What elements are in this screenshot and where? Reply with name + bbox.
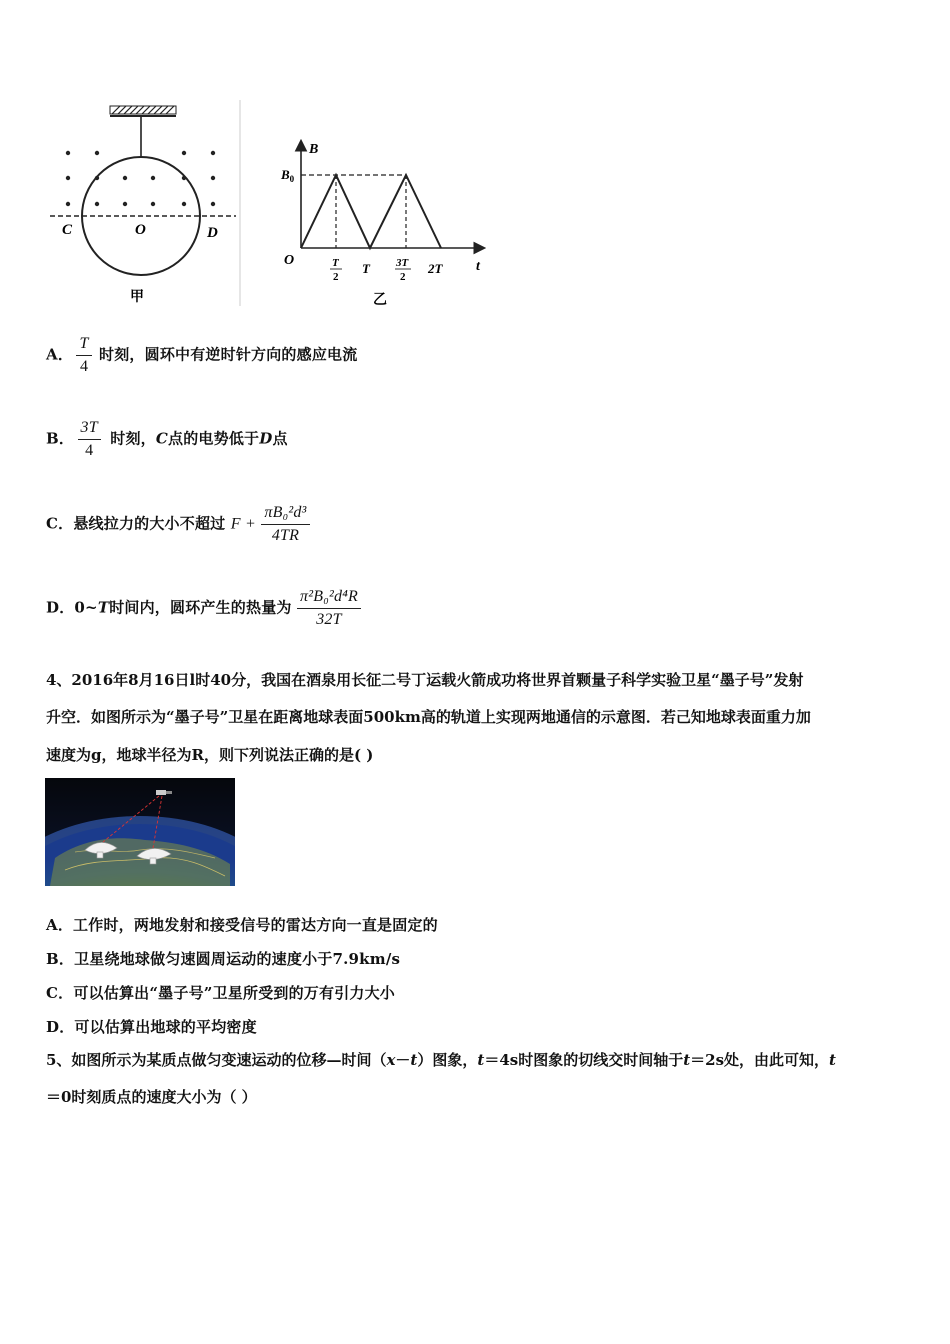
q3-option-a: A． $\frac{T}{4}$ 时刻，圆环中有逆时针方向的感应电流	[46, 333, 357, 378]
axis-label-t: t	[476, 259, 480, 274]
frac-3t-over-4: $\frac{3T}{4}$	[78, 417, 101, 462]
ceiling-support	[110, 106, 176, 116]
origin-label: O	[284, 253, 295, 268]
caption-jia: 甲	[130, 290, 144, 305]
frac-t-over-4: $\frac{T}{4}$	[76, 333, 91, 378]
label-d: D	[207, 225, 218, 241]
label-c: C	[62, 222, 73, 238]
tick-t2-den: 2	[333, 271, 339, 283]
q5-line-1: 5、如图所示为某质点做匀变速运动的位移—时间（x－t）图象，t＝4s时图象的切线交时间轴于t＝2s处，由此可知，t	[46, 1051, 836, 1069]
q4-option-b: B．卫星绕地球做匀速圆周运动的速度小于7.9km/s	[46, 950, 401, 968]
q5-line-2: ＝0时刻质点的速度大小为（ ）	[46, 1088, 257, 1106]
q3-option-c: C．悬线拉力的大小不超过 F + $\frac{\text{πB₀²d³}}{4TR}$	[46, 502, 310, 547]
b0-label: $B_0$	[281, 167, 295, 184]
tick-2t: 2T	[428, 261, 443, 276]
figure-yi	[278, 136, 492, 308]
q4-option-a: A．工作时，两地发射和接受信号的雷达方向一直是固定的	[46, 916, 438, 934]
figure-jia	[44, 98, 244, 308]
q3-option-d: D．0~T时间内，圆环产生的热量为 $\frac{\text{π²B₀²d⁴R}}{32T}$	[46, 586, 361, 631]
q4-line-2: 升空．如图所示为“墨子号”卫星在距离地球表面500km高的轨道上实现两地通信的示意图．若己知地球表面重力加	[46, 708, 811, 726]
q4-option-c: C．可以估算出“墨子号”卫星所受到的万有引力大小	[46, 984, 395, 1002]
tension-f: F +	[230, 515, 256, 533]
axis-label-b: B	[309, 142, 319, 157]
q4-line-1: 4、2016年8月16日l时40分，我国在酒泉用长征二号丁运载火箭成功将世界首颗量子科学实验卫星“墨子号”发射	[46, 671, 804, 689]
satellite-earth-image	[45, 778, 235, 886]
tick-3t2-num: 3T	[396, 257, 409, 269]
tick-3t2-den: 2	[400, 271, 406, 283]
label-o: O	[135, 222, 146, 238]
q4-option-d: D．可以估算出地球的平均密度	[46, 1018, 257, 1036]
tick-t: T	[362, 261, 370, 276]
q4-line-3: 速度为g，地球半径为R，则下列说法正确的是( )	[46, 746, 374, 764]
frac-heat: $\frac{\text{π²B₀²d⁴R}}{32T}$	[297, 586, 361, 631]
q3-option-b: B． $\frac{3T}{4}$ 时刻，C点的电势低于D点	[46, 417, 288, 462]
frac-tension: $\frac{\text{πB₀²d³}}{4TR}$	[261, 502, 309, 547]
caption-yi: 乙	[373, 293, 387, 308]
b-t-series-line	[301, 175, 441, 248]
magnetic-field-dots	[66, 151, 215, 206]
tick-t2-num: T	[332, 257, 339, 269]
